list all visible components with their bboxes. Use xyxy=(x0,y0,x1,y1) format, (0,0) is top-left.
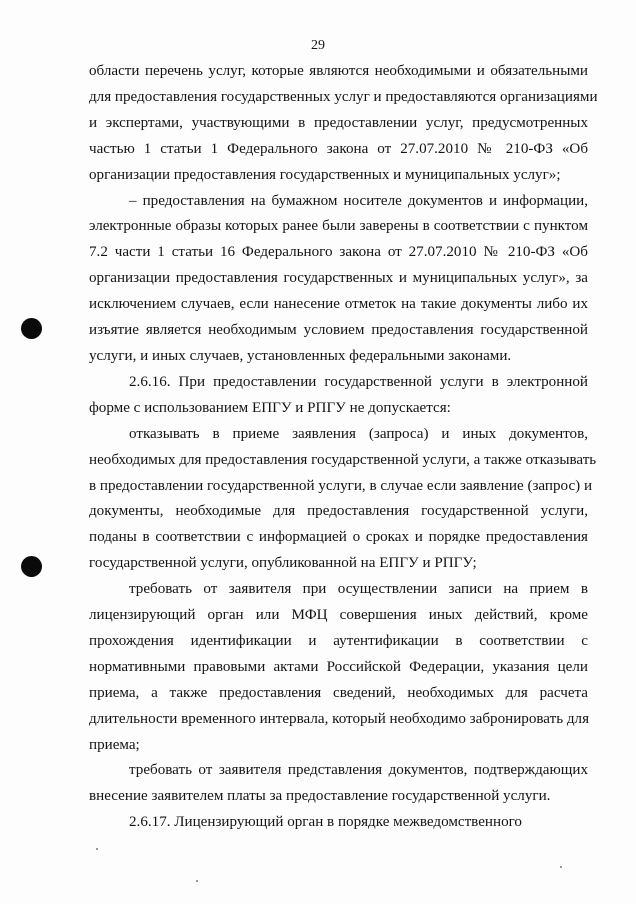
text-line: требовать от заявителя при осуществлении записи на прием в xyxy=(129,581,588,598)
text-line: требовать от заявителя представления документов, подтверждающих xyxy=(129,762,588,779)
scan-speck xyxy=(560,866,562,868)
paragraph xyxy=(89,758,588,810)
text-line: приема, а также предоставления сведений, необходимых для расчета xyxy=(89,684,588,701)
text-line: нормативными правовыми актами Российской Федерации, указания цели xyxy=(89,658,588,675)
text-line: изъятие является необходимым условием предоставления государственной xyxy=(89,322,588,339)
text-line: лицензирующий орган или МФЦ совершения иных действий, кроме xyxy=(89,607,588,624)
text-line: форме с использованием ЕПГУ и РПГУ не допускается: xyxy=(89,399,451,416)
text-line: длительности временного интервала, который необходимо забронировать для xyxy=(89,710,590,727)
text-line: внесение заявителем платы за предоставление государственной услуги. xyxy=(89,788,551,805)
text-line: исключением случаев, если нанесение отметок на такие документы либо их xyxy=(89,296,588,313)
text-line: электронные образы которых ранее были заверены в соответствии с пунктом xyxy=(89,218,588,235)
text-line: организации предоставления государственных и муниципальных услуг»; xyxy=(89,166,561,183)
punch-hole-mark xyxy=(21,318,42,339)
document-body xyxy=(89,59,598,836)
text-line: в предоставлении государственной услуги, в случае если заявление (запрос) и xyxy=(89,477,593,494)
text-line: отказывать в приеме заявления (запроса) и иных документов, xyxy=(129,425,588,442)
text-line: области перечень услуг, которые являются необходимыми и обязательными xyxy=(89,63,588,79)
text-line: 7.2 части 1 статьи 16 Федерального закона от 27.07.2010 № 210-ФЗ «Об xyxy=(89,244,588,261)
text-line: необходимых для предоставления государственной услуги, а также отказывать xyxy=(89,451,597,468)
text-line: приема; xyxy=(89,736,140,753)
text-line: организации предоставления государственных и муниципальных услуг», за xyxy=(89,270,588,287)
paragraph xyxy=(89,59,598,189)
text-line: частью 1 статьи 1 Федерального закона от 27.07.2010 № 210-ФЗ «Об xyxy=(89,140,588,157)
scan-speck xyxy=(196,880,198,882)
paragraph xyxy=(89,810,588,836)
paragraph xyxy=(89,577,588,758)
text-line: 2.6.16. При предоставлении государственной услуги в электронной xyxy=(129,373,588,390)
text-line: – предоставления на бумажном носителе документов и информации, xyxy=(129,192,588,209)
text-line: для предоставления государственных услуг и предоставляются организациями xyxy=(89,88,598,105)
paragraph xyxy=(89,422,597,577)
text-line: услуги, и иных случаев, установленных федеральными законами. xyxy=(89,347,512,364)
text-line: государственной услуги, опубликованной на ЕПГУ и РПГУ; xyxy=(89,555,477,572)
scan-speck xyxy=(96,848,98,850)
text-line: и экспертами, участвующими в предоставлении услуг, предусмотренных xyxy=(89,114,588,131)
text-line: поданы в соответствии с информацией о сроках и порядке предоставления xyxy=(89,529,588,546)
text-line: прохождения идентификации и аутентификации в соответствии с xyxy=(89,632,588,649)
page-number: 29 xyxy=(311,38,325,53)
paragraph xyxy=(89,189,588,370)
paragraph xyxy=(89,370,588,422)
punch-hole-mark xyxy=(21,556,42,577)
text-line: документы, необходимые для предоставления государственной услуги, xyxy=(89,503,588,520)
text-line: 2.6.17. Лицензирующий орган в порядке межведомственного xyxy=(129,814,522,831)
